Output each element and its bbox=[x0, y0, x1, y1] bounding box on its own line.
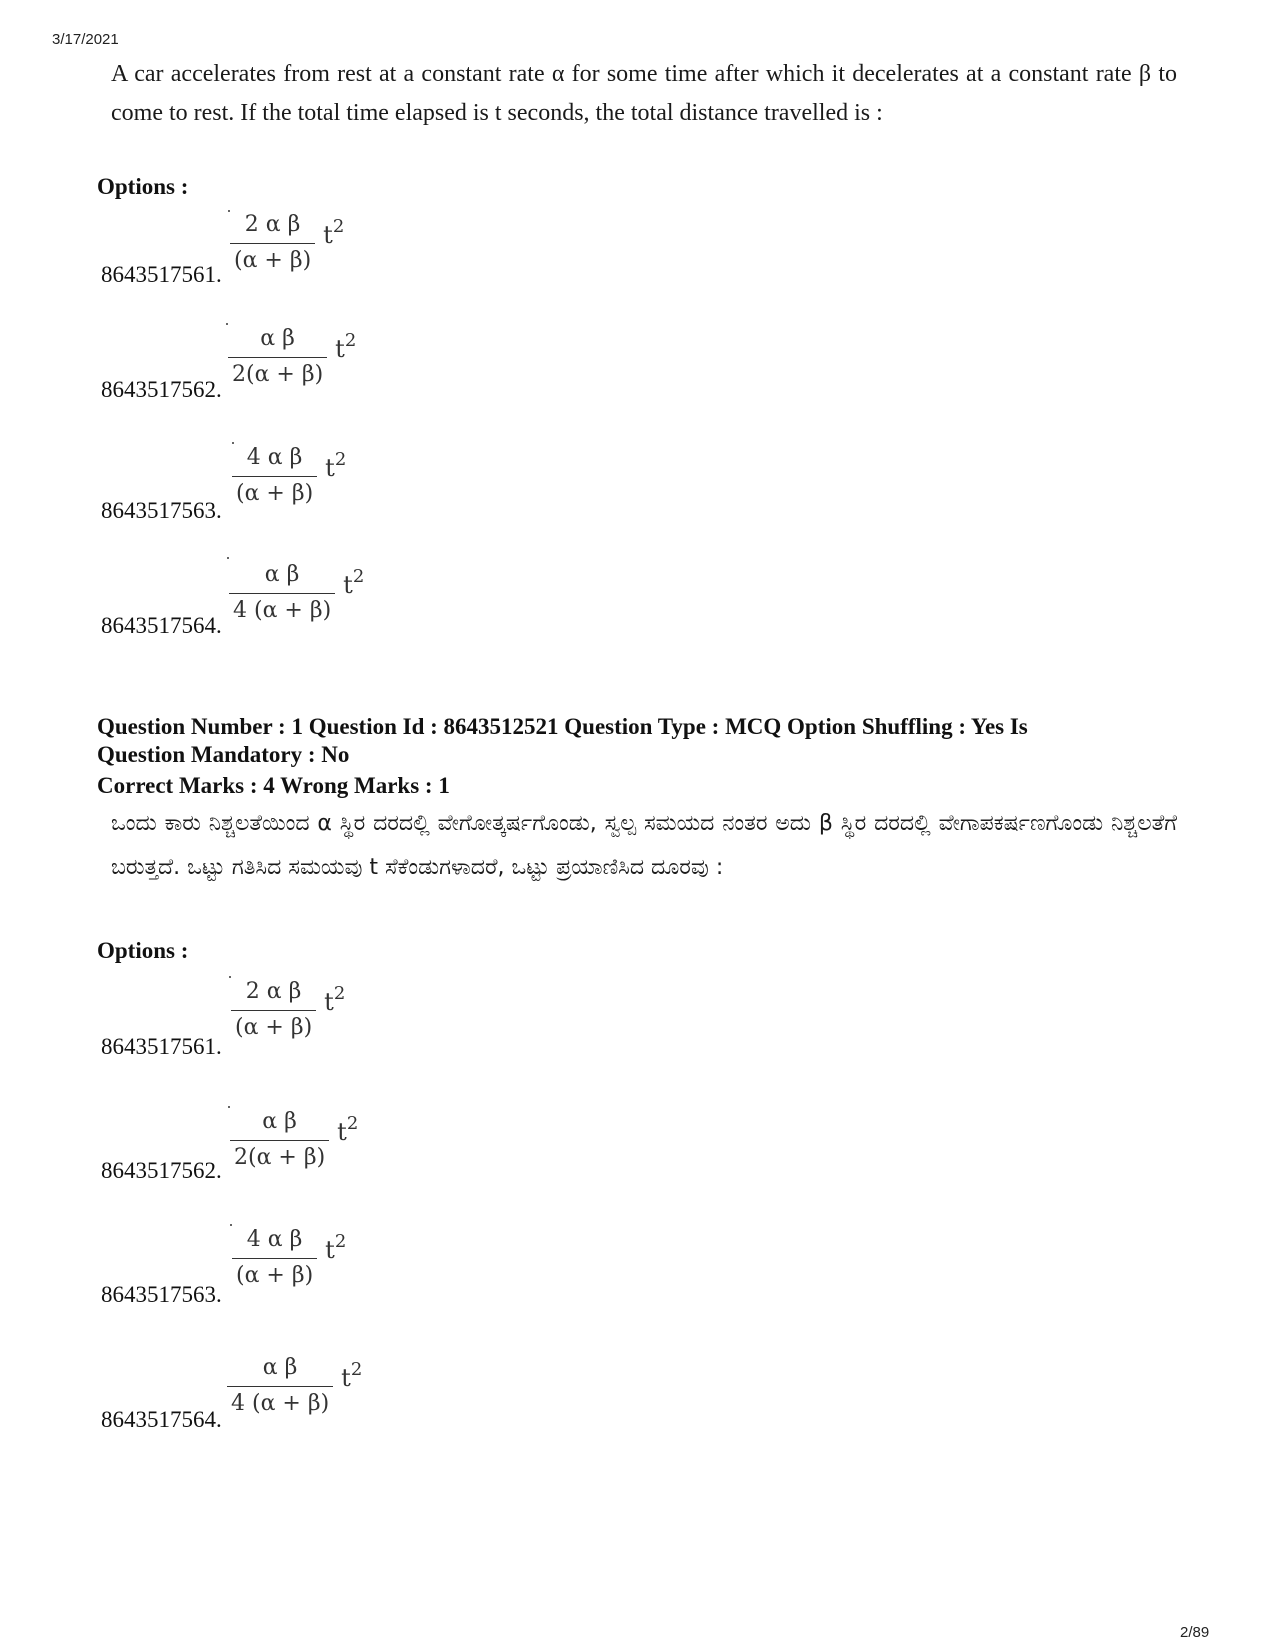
question-marks: Correct Marks : 4 Wrong Marks : 1 bbox=[97, 773, 450, 798]
image-marker bbox=[230, 1224, 232, 1226]
option-formula bbox=[231, 979, 345, 1041]
option-id: 8643517561. bbox=[101, 1034, 222, 1059]
option-formula bbox=[228, 326, 356, 388]
question-meta-line: Question Mandatory : No bbox=[97, 742, 350, 767]
options-label: Options : bbox=[97, 174, 189, 199]
question-text-kannada: ಒಂದು ಕಾರು ನಿಶ್ಚಲತೆಯಿಂದ α ಸ್ಥಿರ ದರದಲ್ಲಿ ವೇಗೋತ್ಕರ್ಷಗೊಂಡು, ಸ್ವಲ್ಪ ಸಮಯದ ನಂತರ ಅದು β ಸ್ಥಿರ ದರದಲ್ಲಿ ವೇಗಾಪಕರ್ಷಣಗೊಂಡು ನಿಶ್ಚಲತೆಗೆ ಬರುತ್ತದೆ. ಒಟ್ಟು ಗತಿಸಿದ ಸಮಯವು t ಸೆಕೆಂಡುಗಳಾದರೆ, ಒಟ್ಟು ಪ್ರಯಾಣಿಸಿದ ದೂರವು : bbox=[111, 811, 1177, 880]
formula-numerator: α β bbox=[260, 326, 295, 351]
option-id: 8643517562. bbox=[101, 1158, 222, 1183]
formula-power: $t^2$ bbox=[343, 565, 365, 599]
option-id: 8643517561. bbox=[101, 262, 222, 287]
question-meta-line: Question Number : 1 Question Id : 8643512521 Question Type : MCQ Option Shuffling : Yes Is bbox=[97, 714, 1028, 739]
print-date: 3/17/2021 bbox=[52, 31, 119, 48]
option-formula bbox=[232, 445, 346, 507]
option-id: 8643517564. bbox=[101, 1407, 222, 1432]
formula-denominator: 4 (α + β) bbox=[227, 1386, 333, 1417]
formula-denominator: (α + β) bbox=[232, 1258, 317, 1289]
image-marker bbox=[229, 976, 231, 978]
formula-power: $t^2$ bbox=[325, 1230, 347, 1264]
option-id: 8643517563. bbox=[101, 1282, 222, 1307]
formula-power: $t^2$ bbox=[323, 215, 345, 249]
image-marker bbox=[226, 323, 228, 325]
image-marker bbox=[227, 557, 229, 559]
image-marker bbox=[228, 1106, 230, 1108]
formula-numerator: 4 α β bbox=[246, 445, 303, 470]
formula-denominator: (α + β) bbox=[230, 243, 315, 274]
formula-power: $t^2$ bbox=[335, 329, 357, 363]
page-number: 2/89 bbox=[1180, 1624, 1210, 1641]
formula-power: $t^2$ bbox=[337, 1112, 359, 1146]
question-text-english: A car accelerates from rest at a constant rate α for some time after which it decelerates at a constant rate β to come to rest. If the total time elapsed is t seconds, the total distance travelled is : bbox=[111, 61, 1177, 126]
option-formula bbox=[227, 1355, 362, 1417]
formula-denominator: 2(α + β) bbox=[228, 357, 327, 388]
formula-numerator: α β bbox=[262, 1355, 298, 1380]
question-meta bbox=[97, 713, 1177, 769]
formula-denominator: 4 (α + β) bbox=[229, 593, 335, 624]
options-label: Options : bbox=[97, 938, 189, 963]
image-marker bbox=[232, 442, 234, 444]
formula-numerator: α β bbox=[264, 562, 300, 587]
formula-denominator: (α + β) bbox=[231, 1010, 316, 1041]
formula-numerator: 2 α β bbox=[245, 979, 302, 1004]
option-id: 8643517564. bbox=[101, 613, 222, 638]
formula-power: $t^2$ bbox=[341, 1358, 363, 1392]
formula-numerator: 2 α β bbox=[244, 212, 301, 237]
formula-denominator: (α + β) bbox=[232, 476, 317, 507]
option-formula bbox=[230, 1109, 358, 1171]
option-id: 8643517563. bbox=[101, 498, 222, 523]
option-formula bbox=[229, 562, 364, 624]
formula-numerator: α β bbox=[262, 1109, 297, 1134]
formula-denominator: 2(α + β) bbox=[230, 1140, 329, 1171]
option-formula bbox=[232, 1227, 346, 1289]
option-id: 8643517562. bbox=[101, 377, 222, 402]
formula-numerator: 4 α β bbox=[246, 1227, 303, 1252]
formula-power: $t^2$ bbox=[324, 982, 346, 1016]
formula-power: $t^2$ bbox=[325, 448, 347, 482]
option-formula bbox=[230, 212, 344, 274]
